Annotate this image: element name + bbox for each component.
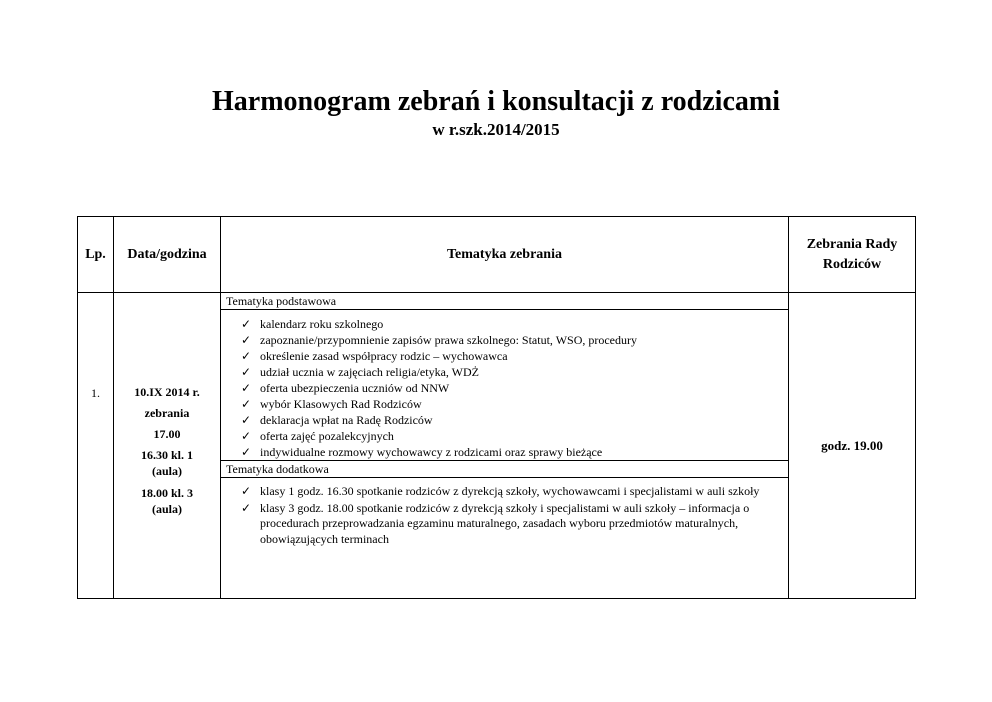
page-subtitle: w r.szk.2014/2015 — [432, 120, 560, 139]
checkmark-icon: ✓ — [241, 365, 252, 379]
list-item — [241, 348, 786, 364]
checkmark-icon: ✓ — [241, 500, 252, 515]
checkmark-icon: ✓ — [241, 317, 252, 331]
basic-topics-list — [221, 310, 788, 461]
list-item-text: deklaracja wpłat na Radę Rodziców — [260, 413, 433, 427]
header-lp: Lp. — [78, 217, 114, 293]
list-item-text: określenie zasad współpracy rodzic – wychowawca — [260, 349, 508, 363]
date-line: 10.IX 2014 r. — [134, 385, 200, 399]
row-topics — [221, 293, 789, 599]
date-line: zebrania — [144, 406, 190, 420]
extra-topics-title: Tematyka dodatkowa — [221, 461, 788, 478]
date-line: (aula) — [152, 502, 182, 516]
list-item-text: kalendarz roku szkolnego — [260, 317, 384, 331]
list-item-text: klasy 1 godz. 16.30 spotkanie rodziców z dyrekcją szkoły, wychowawcami i specjalistami w auli szkoły — [260, 484, 760, 498]
list-item — [241, 396, 786, 412]
list-item-text: oferta zajęć pozalekcyjnych — [260, 429, 394, 443]
header-row — [78, 217, 916, 293]
checkmark-icon: ✓ — [241, 445, 252, 459]
checkmark-icon: ✓ — [241, 429, 252, 443]
list-item — [241, 332, 786, 348]
date-line: 18.00 kl. 3 — [140, 486, 193, 500]
table-row — [78, 293, 916, 599]
date-line: 17.00 — [153, 427, 181, 441]
page-title: Harmonogram zebrań i konsultacji z rodzicami — [212, 86, 780, 117]
list-item-text: klasy 3 godz. 18.00 spotkanie rodziców z dyrekcją szkoły i specjalistami w auli szkoły – informacja o procedurach przeprowadzania egzaminu maturalnego, zasadach wyboru przedmiotów maturalnych, obowiązujących terminach — [260, 500, 750, 546]
header-topic: Tematyka zebrania — [221, 217, 789, 293]
list-item-text: zapoznanie/przypomnienie zapisów prawa szkolnego: Statut, WSO, procedury — [260, 333, 637, 347]
checkmark-icon: ✓ — [241, 413, 252, 427]
list-item-text: oferta ubezpieczenia uczniów od NNW — [260, 381, 450, 395]
list-item — [241, 444, 786, 460]
date-line: 16.30 kl. 1 — [140, 448, 193, 462]
list-item — [241, 364, 786, 380]
checkmark-icon: ✓ — [241, 397, 252, 411]
header-rada-line1: Zebrania Rady — [806, 236, 898, 252]
header-rada-line2: Rodziców — [822, 256, 882, 272]
row-date — [114, 293, 221, 599]
list-item — [241, 501, 786, 548]
row-lp — [78, 293, 114, 599]
checkmark-icon: ✓ — [241, 484, 252, 498]
list-item — [241, 380, 786, 396]
header-rada — [789, 217, 916, 293]
list-item — [241, 428, 786, 444]
list-item — [241, 316, 786, 332]
list-item-text: udział ucznia w zajęciach religia/etyka, WDŻ — [260, 365, 479, 379]
basic-topics-title: Tematyka podstawowa — [221, 293, 788, 310]
list-item-text: wybór Klasowych Rad Rodziców — [260, 397, 422, 411]
checkmark-icon: ✓ — [241, 381, 252, 395]
checkmark-icon: ✓ — [241, 349, 252, 363]
date-line: (aula) — [152, 464, 182, 478]
extra-topics-list — [221, 478, 788, 550]
list-item — [241, 412, 786, 428]
checkmark-icon: ✓ — [241, 333, 252, 347]
header-date: Data/godzina — [114, 217, 221, 293]
row-rada: godz. 19.00 — [789, 293, 916, 599]
schedule-table — [77, 216, 916, 599]
list-item — [241, 484, 786, 500]
list-item-text: indywidualne rozmowy wychowawcy z rodzicami oraz sprawy bieżące — [260, 445, 603, 459]
row-lp-value: 1. — [91, 386, 100, 400]
